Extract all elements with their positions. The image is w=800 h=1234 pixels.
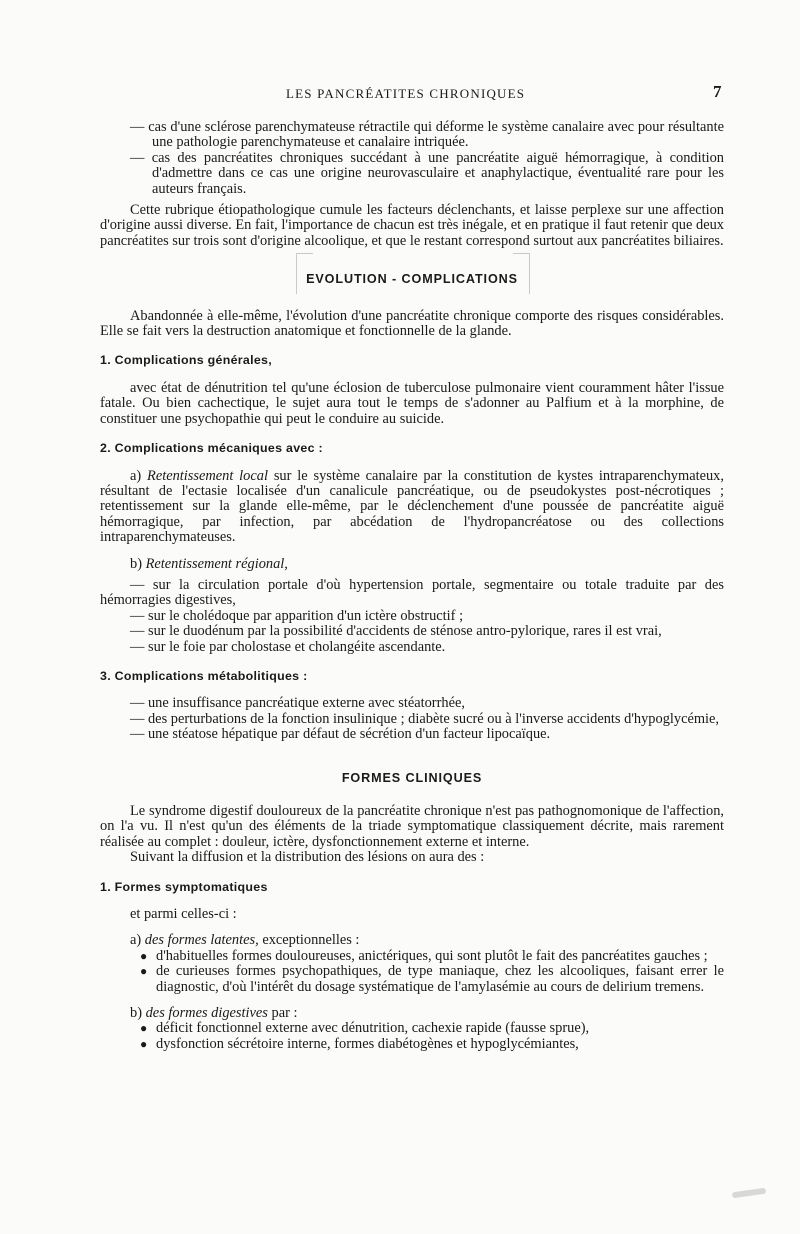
bullet-text: d'habituelles formes douloureuses, anictériques, qui sont plutôt le fait des pancréatites gauches ; [156, 947, 708, 964]
digestive-title: des formes digestives [145, 1005, 268, 1022]
latent-label: a) [130, 932, 142, 949]
bullet-dot-icon: ● [140, 948, 148, 963]
local-text: sur le système canalaire par la constitution de kystes intraparenchymateux, résultant de l'ectasie localisée d'un canalicule pancréatique, ou de pseudokystes post-nécrotiques ; retentissement sur la glande elle-même, par le déclenchement d'une poussée de pancréatite aiguë hémorragique, par infection, par abcédation de l'hydropancréatose ou des collections intraparenchymateuses. [100, 467, 724, 546]
evolution-intro: Abandonnée à elle-même, l'évolution d'une pancréatite chronique comporte des risques considérables. Elle se fait vers la destruction anatomique et fonctionnelle de la glande. [100, 307, 724, 340]
bullet-dot-icon: ● [140, 1021, 148, 1036]
regional-item: — sur la circulation portale d'où hypertension portale, segmentaire ou totale traduite par des hémorragies digestives, [100, 576, 724, 609]
bullet-text: dysfonction sécrétoire interne, formes diabétogènes et hypoglycémiantes, [156, 1035, 579, 1052]
subheading-mechanical: 2. Complications mécaniques avec : [100, 441, 323, 456]
bullet-dot-icon: ● [140, 1036, 148, 1051]
subheading-symptomatic: 1. Formes symptomatiques [100, 879, 268, 894]
digestive-suffix: par : [271, 1005, 298, 1022]
regional-item: — sur le duodénum par la possibilité d'accidents de sténose antro-pylorique, rares il est vrai, [130, 623, 662, 640]
scan-smudge [732, 1188, 767, 1199]
regional-item: — sur le foie par cholostase et cholangéite ascendante. [130, 638, 446, 655]
among-text: et parmi celles-ci : [130, 906, 237, 923]
latent-title: des formes latentes, [144, 932, 259, 949]
digestive-label: b) [130, 1005, 142, 1022]
metabolic-item: — des perturbations de la fonction insulinique ; diabète sucré ou à l'inverse accidents d'hypoglycémie, [130, 710, 720, 727]
formes-paragraph: Suivant la diffusion et la distribution des lésions on aura des : [130, 849, 485, 866]
running-title: LES PANCRÉATITES CHRONIQUES [286, 86, 526, 101]
latent-suffix: exceptionnelles : [262, 932, 360, 949]
formes-paragraph: Le syndrome digestif douloureux de la pancréatite chronique n'est pas pathognomonique de l'affection, on l'a vu. Il n'est qu'un des éléments de la triade symptomatique classiquement décrite, mais rarement réalisée au complet : douleur, ictère, dysfonctionnement externe et interne. [100, 803, 724, 850]
local-title: Retentissement local [147, 467, 268, 484]
bullet-text: de curieuses formes psychopathiques, de type maniaque, chez les alcooliques, faisant errer le diagnostic, d'où l'intérêt du dosage systématique de l'amylasémie au cours de delirium tremens. [156, 963, 724, 995]
bullet-text: déficit fonctionnel externe avec dénutrition, cachexie rapide (fausse sprue), [156, 1020, 590, 1037]
metabolic-item: — une stéatose hépatique par défaut de sécrétion d'un facteur lipocaïque. [130, 726, 551, 743]
intro-paragraph: Cette rubrique étiopathologique cumule les facteurs déclenchants, et laisse perplexe sur une affection d'origine aussi diverse. En fait, l'importance de chacun est très inégale, et en pratique il faut retenir que deux pancréatites sur trois sont d'origine alcoolique, et que le restant correspond surtout aux pancréatites biliaires. [100, 202, 724, 249]
regional-title: Retentissement régional, [145, 555, 288, 572]
bullet-item [100, 1021, 724, 1036]
section-heading-evolution-text: EVOLUTION - COMPLICATIONS [300, 269, 524, 290]
section-heading-formes: FORMES CLINIQUES [341, 770, 483, 785]
bullet-item [100, 1037, 724, 1052]
section-heading-evolution [100, 269, 724, 290]
bullet-item [100, 964, 724, 995]
metabolic-item: — une insuffisance pancréatique externe avec stéatorrhée, [130, 695, 465, 712]
digestive-heading [100, 1006, 724, 1021]
page-number: 7 [713, 82, 722, 101]
latent-heading [100, 933, 724, 948]
subheading-metabolic: 3. Complications métabolitiques : [100, 668, 308, 683]
local-label: a) [130, 467, 142, 484]
intro-dash-item: — cas d'une sclérose parenchymateuse rétractile qui déforme le système canalaire avec pour résultante une pathologie parenchymateuse et canalaire intriquée. [130, 119, 724, 151]
general-text: avec état de dénutrition tel qu'une éclosion de tuberculose pulmonaire vient couramment hâter l'issue fatale. Ou bien cachectique, le sujet aura tout le temps de s'adonner au Palfium et à la morphine, de constituer une psychopathie qui peut le conduire au suicide. [100, 379, 724, 427]
subheading-general: 1. Complications générales, [100, 353, 272, 368]
bullet-dot-icon: ● [140, 964, 148, 979]
bullet-item [100, 949, 724, 964]
regional-paragraph [100, 557, 724, 572]
body-text [100, 120, 724, 1052]
local-paragraph [100, 469, 724, 546]
regional-item: — sur le cholédoque par apparition d'un ictère obstructif ; [130, 607, 464, 624]
regional-label: b) [130, 555, 142, 572]
intro-dash-item: — cas des pancréatites chroniques succédant à une pancréatite aiguë hémorragique, à condition d'admettre dans ce cas une origine neurovasculaire et anaphylactique, éventualité rare pour les auteurs français. [130, 149, 724, 197]
